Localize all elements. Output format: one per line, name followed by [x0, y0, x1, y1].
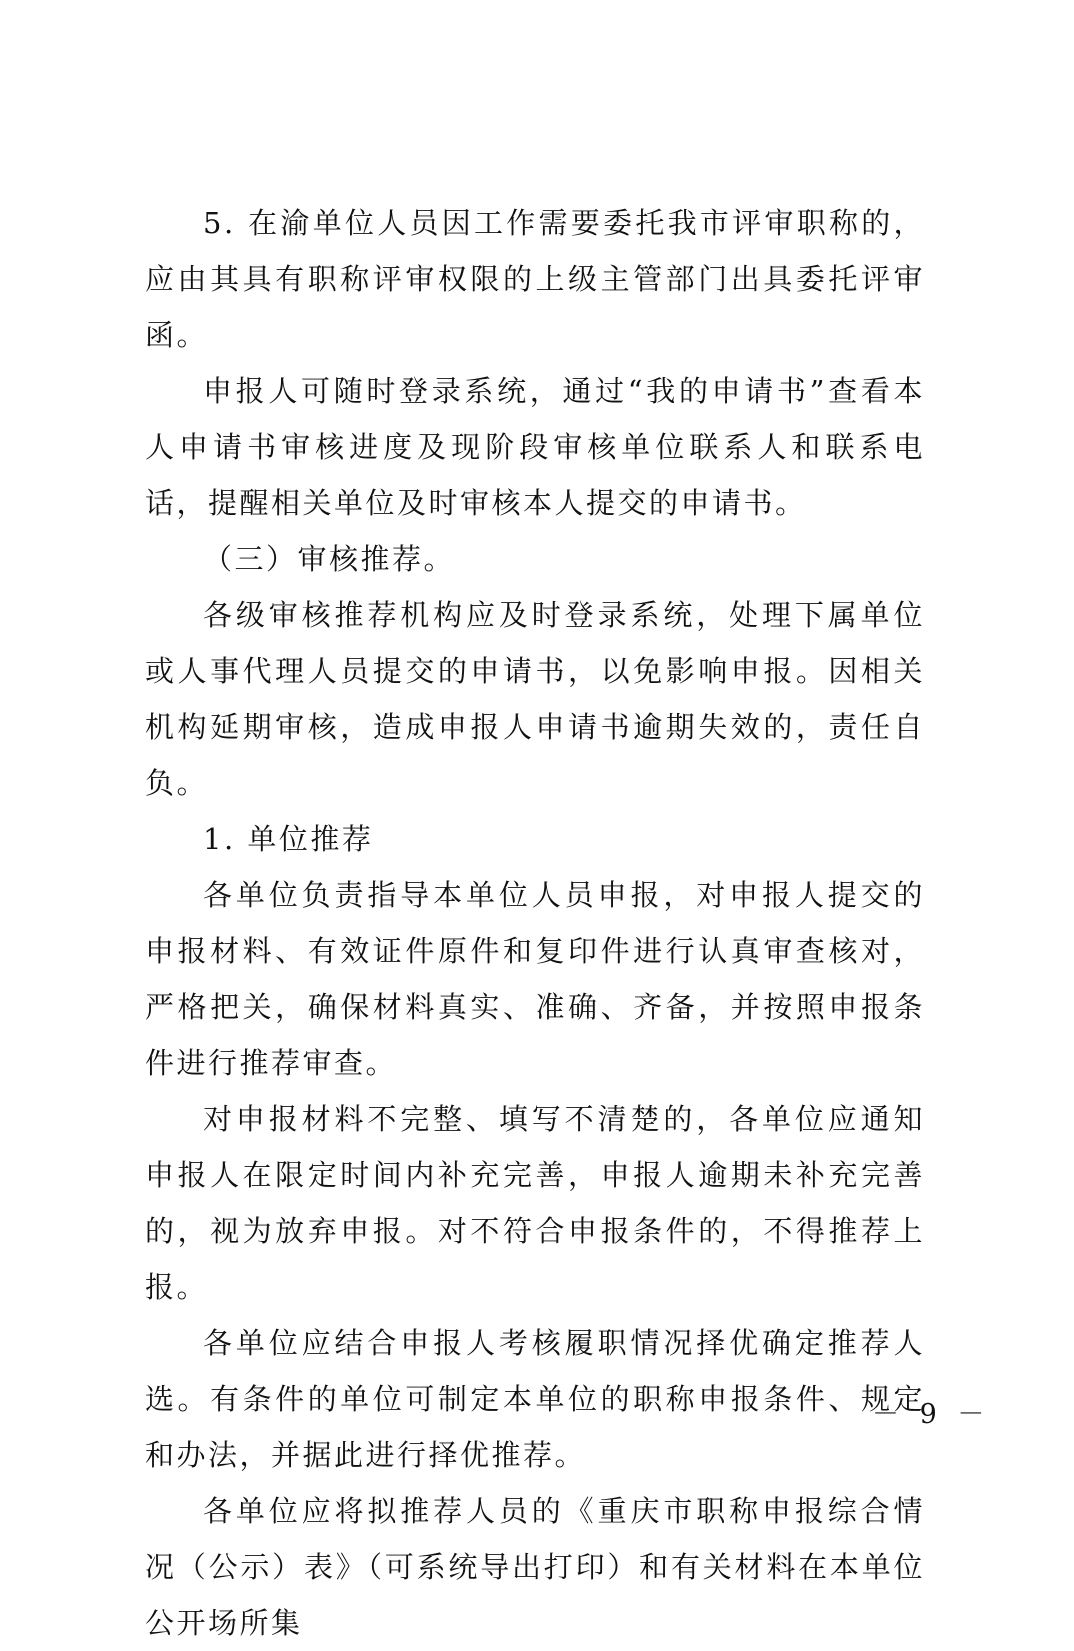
- section-heading-review-recommend: （三）审核推荐。: [203, 542, 456, 576]
- paragraph-incomplete-materials: 对申报材料不完整、填写不清楚的，各单位应通知申报人在限定时间内补充完善，申报人逾期未补充完善的，视为放弃申报。对不符合申报条件的，不得推荐上报。: [145, 1102, 925, 1304]
- paragraph-check-progress: 申报人可随时登录系统，通过“我的申请书”查看本人申请书审核进度及现阶段审核单位联系人和联系电话，提醒相关单位及时审核本人提交的申请书。: [145, 374, 925, 520]
- paragraph-public-notice: 各单位应将拟推荐人员的《重庆市职称申报综合情况（公示）表》（可系统导出打印）和有关材料在本单位公开场所集: [145, 1494, 925, 1640]
- paragraph-unit-guidance: 各单位负责指导本单位人员申报，对申报人提交的申报材料、有效证件原件和复印件进行认真审查核对，严格把关，确保材料真实、准确、齐备，并按照申报条件进行推荐审查。: [145, 878, 925, 1080]
- paragraph-entrusted-review: 5. 在渝单位人员因工作需要委托我市评审职称的，应由其具有职称评审权限的上级主管部门出具委托评审函。: [145, 206, 925, 352]
- paragraph-select-candidates: 各单位应结合申报人考核履职情况择优确定推荐人选。有条件的单位可制定本单位的职称申报条件、规定和办法，并据此进行择优推荐。: [145, 1326, 925, 1472]
- subheading-unit-recommend: 1. 单位推荐: [203, 822, 374, 856]
- paragraph-review-agencies: 各级审核推荐机构应及时登录系统，处理下属单位或人事代理人员提交的申请书，以免影响申报。因相关机构延期审核，造成申报人申请书逾期失效的，责任自负。: [145, 598, 925, 800]
- page-number: － 9 －: [872, 1399, 991, 1430]
- document-body: [145, 195, 925, 1651]
